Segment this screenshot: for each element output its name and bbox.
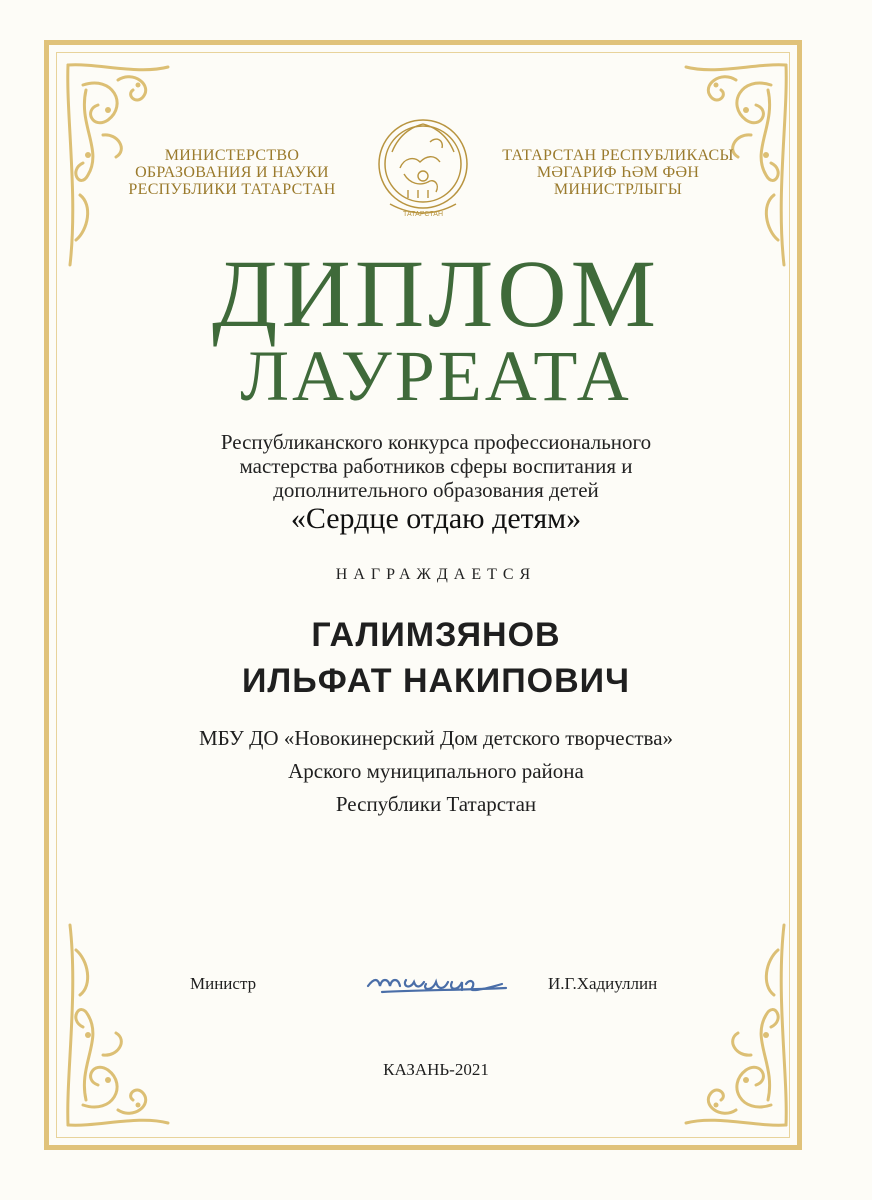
- signatory-name: И.Г.Хадиуллин: [548, 974, 658, 993]
- contest-line: мастерства работников сферы воспитания и: [239, 454, 633, 478]
- ministry-line: ТАТАРСТАН РЕСПУБЛИКАСЫ: [502, 147, 734, 164]
- ministry-name-tatar: [498, 147, 738, 198]
- organization-line: Республики Татарстан: [335, 792, 537, 816]
- diploma-title: ДИПЛОМ: [212, 240, 660, 347]
- handwritten-signature-icon: [362, 960, 512, 1000]
- ministry-line: МӘГАРИФ ҺӘМ ФӘН: [536, 164, 700, 181]
- organization-line: Арского муниципального района: [288, 759, 584, 783]
- ministry-name-russian: [112, 147, 352, 198]
- recipient-name: [0, 612, 872, 704]
- recipient-surname: ГАЛИМЗЯНОВ: [311, 616, 561, 654]
- contest-line: дополнительного образования детей: [273, 478, 599, 502]
- corner-ornament-icon: [676, 915, 796, 1135]
- ministry-line: РЕСПУБЛИКИ ТАТАРСТАН: [128, 181, 336, 198]
- organization-line: МБУ ДО «Новокинерский Дом детского творчества»: [198, 726, 674, 750]
- awarded-label: НАГРАЖДАЕТСЯ: [335, 566, 537, 583]
- contest-line: Республиканского конкурса профессионального: [220, 430, 652, 454]
- corner-ornament-icon: [58, 915, 178, 1135]
- organization: [0, 722, 872, 821]
- emblem-text: ТАТАРСТАН: [402, 211, 444, 218]
- contest-name: «Сердце отдаю детям»: [290, 502, 582, 535]
- tatarstan-coat-of-arms-icon: [370, 112, 476, 224]
- ministry-line: ОБРАЗОВАНИЯ И НАУКИ: [135, 164, 329, 181]
- recipient-given-names: ИЛЬФАТ НАКИПОВИЧ: [241, 662, 631, 700]
- ministry-line: МИНИСТЕРСТВО: [164, 147, 300, 164]
- place-and-year: КАЗАНЬ-2021: [383, 1060, 489, 1079]
- ministry-line: МИНИСТРЛЫГЫ: [553, 181, 683, 198]
- diploma-subtitle: ЛАУРЕАТА: [240, 336, 632, 416]
- contest-description: [0, 430, 872, 502]
- signatory-title: Министр: [190, 974, 257, 993]
